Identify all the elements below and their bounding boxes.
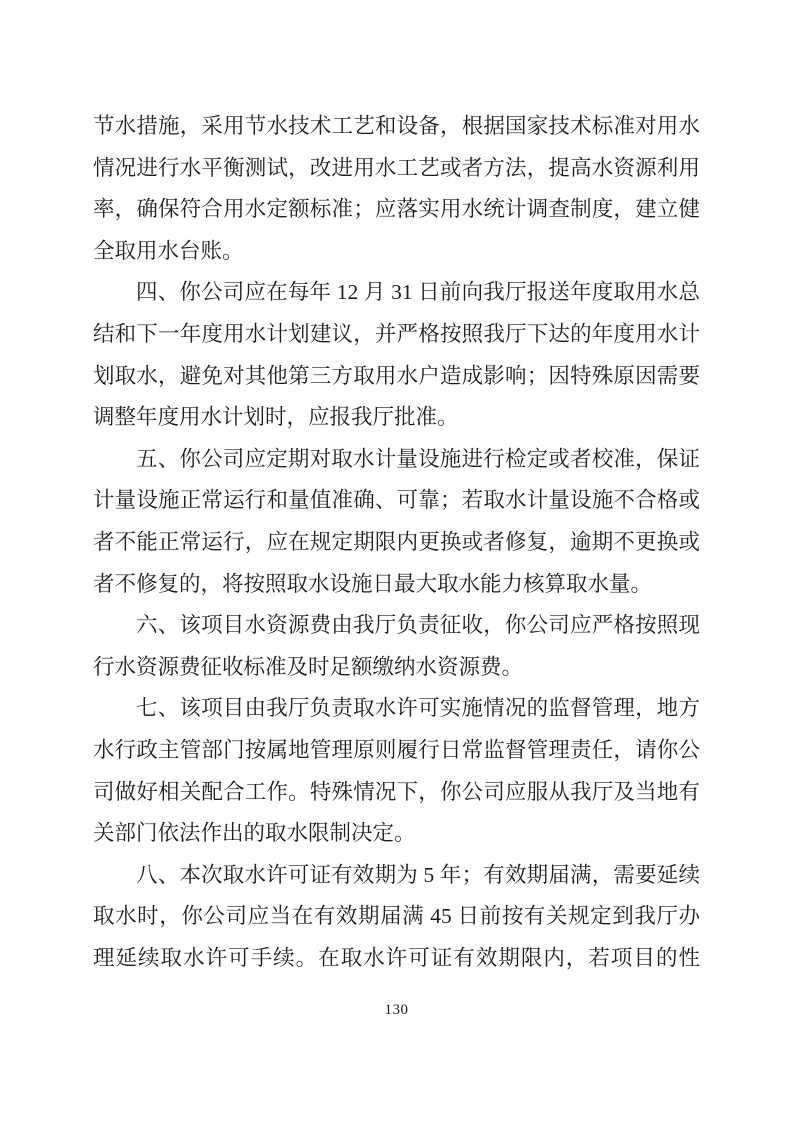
text-line: 划取水，避免对其他第三方取用水户造成影响；因特殊原因需要	[93, 363, 700, 388]
document-body	[93, 106, 700, 979]
text-line: 司做好相关配合工作。特殊情况下，你公司应服从我厅及当地有	[93, 779, 700, 804]
text-line: 八、本次取水许可证有效期为 5 年；有效期届满，需要延续	[136, 862, 700, 887]
text-line: 六、该项目水资源费由我厅负责征收，你公司应严格按照现	[136, 613, 700, 638]
text-line: 者不修复的，将按照取水设施日最大取水能力核算取水量。	[93, 571, 653, 596]
text-line: 调整年度用水计划时，应报我厅批准。	[93, 405, 459, 430]
text-line: 行水资源费征收标准及时足额缴纳水资源费。	[93, 654, 524, 679]
paragraph	[93, 688, 700, 854]
text-line: 七、该项目由我厅负责取水许可实施情况的监督管理，地方	[136, 696, 700, 721]
text-line: 水行政主管部门按属地管理原则履行日常监督管理责任，请你公	[93, 737, 700, 762]
text-line: 全取用水台账。	[93, 238, 244, 263]
text-line: 理延续取水许可手续。在取水许可证有效期限内，若项目的性	[93, 945, 700, 970]
text-line: 情况进行水平衡测试，改进用水工艺或者方法，提高水资源利用	[93, 155, 700, 180]
text-line: 计量设施正常运行和量值准确、可靠；若取水计量设施不合格或	[93, 488, 700, 513]
page-footer	[0, 1001, 793, 1019]
text-line: 五、你公司应定期对取水计量设施进行检定或者校准，保证	[136, 446, 700, 471]
paragraph	[93, 605, 700, 688]
paragraph	[93, 272, 700, 438]
paragraph	[93, 439, 700, 605]
paragraph	[93, 855, 700, 980]
page-number: 130	[384, 1002, 409, 1018]
text-line: 率，确保符合用水定额标准；应落实用水统计调查制度，建立健	[93, 197, 700, 222]
text-line: 关部门依法作出的取水限制决定。	[93, 821, 416, 846]
text-line: 取水时，你公司应当在有效期届满 45 日前按有关规定到我厅办	[93, 904, 700, 929]
paragraph	[93, 106, 700, 272]
text-line: 结和下一年度用水计划建议，并严格按照我厅下达的年度用水计	[93, 321, 700, 346]
text-line: 四、你公司应在每年 12 月 31 日前向我厅报送年度取用水总	[136, 280, 700, 305]
text-line: 节水措施，采用节水技术工艺和设备，根据国家技术标准对用水	[93, 114, 700, 138]
text-line: 者不能正常运行，应在规定期限内更换或者修复，逾期不更换或	[93, 529, 700, 554]
